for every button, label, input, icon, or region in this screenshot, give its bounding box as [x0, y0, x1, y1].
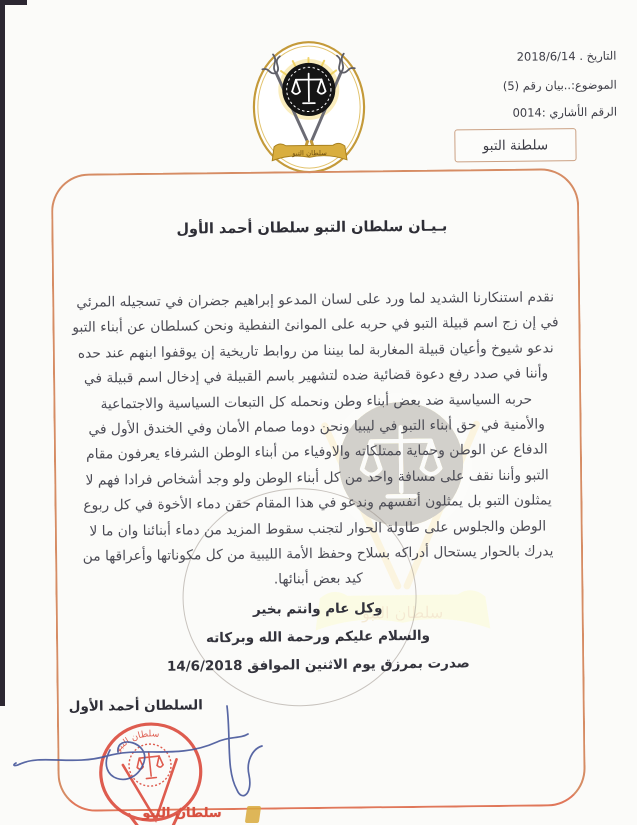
body-line: والأمنية في حق أبناء التبو في ليبيا ونحن دوما صمام الأمان وفي الخندق الأول في — [88, 416, 545, 438]
body-line: الوطن والجلوس على طاولة الحوار لتجنب سقوط المزيد من دماء أبنائنا وان ما لا — [89, 518, 547, 540]
stamp-arc-text: سلطان التبو — [113, 729, 160, 755]
letter-body — [65, 285, 568, 596]
sultanate-emblem-icon — [249, 39, 369, 178]
body-line: يدرك بالحوار يستحال أدراكه بسلاح وحفظ الأمة الليبية من كل مكوناتها وأعراقها من — [82, 543, 554, 565]
watermark-banner-text: سلطان التبو — [362, 602, 444, 623]
emblem-banner-text: سلطان التبو — [292, 149, 327, 158]
issuance-line: صدرت بمرزق يوم الاثنين الموافق 14/6/2018 — [166, 655, 470, 675]
subject-line: الموضوع:..بيان رقم (5) — [502, 77, 617, 93]
letter-title: بـيـان سلطان التبو سلطان أحمد الأول — [176, 218, 448, 238]
body-line: حربه السياسية ضد بعض أبناء وطن ونحمله كل التبعات السياسية والاجتماعية — [100, 391, 533, 413]
body-line: التبو وأننا نقف على مسافة واحد من كل أبناء الوطن ولو وجد أشخاص فرادا فهم لا — [85, 467, 549, 489]
body-line: وأننا في صدد رفع دعوة قضائية ضده لتشهير باسم القبيلة في إدخال اسم قبيلة في — [83, 365, 549, 387]
body-line: كيد بعض أبنائها. — [273, 570, 363, 588]
signer-name: السلطان أحمد الأول — [68, 697, 203, 715]
body-line: الدفاع عن الوطن وحماية ممتلكاته والاوفياء من أبناء الوطن الشرفاء يعرفون مقام — [86, 441, 548, 464]
reference-number-line: الرقم الأشاري :0014 — [512, 104, 618, 120]
stamp-bottom-text: سلطان التبو — [142, 806, 222, 821]
closing-greeting: وكل عام وانتم بخير — [252, 600, 383, 618]
body-line: في إن زج اسم قبيلة التبو في حربه على الموانئ النفطية ونحن كسلطان عن أبناء التبو — [72, 314, 559, 337]
organization-name-box: سلطنة التبو — [454, 128, 576, 162]
body-line: ندعو شيوخ وأعيان قبيلة المغاربة لما بيننا من روابط تاريخية إن يوقفوا ابنهم عند حده — [77, 340, 554, 362]
closing-salaam: والسلام عليكم ورحمة الله وبركاته — [205, 627, 431, 647]
body-line: نقدم استنكارنا الشديد لما ورد على لسان المدعو إبراهيم جضران في تسجيله المرئي — [76, 289, 555, 311]
body-line: يمثلون التبو بل يمثلون أنفسهم وندعو في هذا المقام حقن دماء الأخوة في كل ربوع — [83, 492, 552, 514]
date-line: التاريخ . 2018/6/14 — [516, 48, 617, 64]
